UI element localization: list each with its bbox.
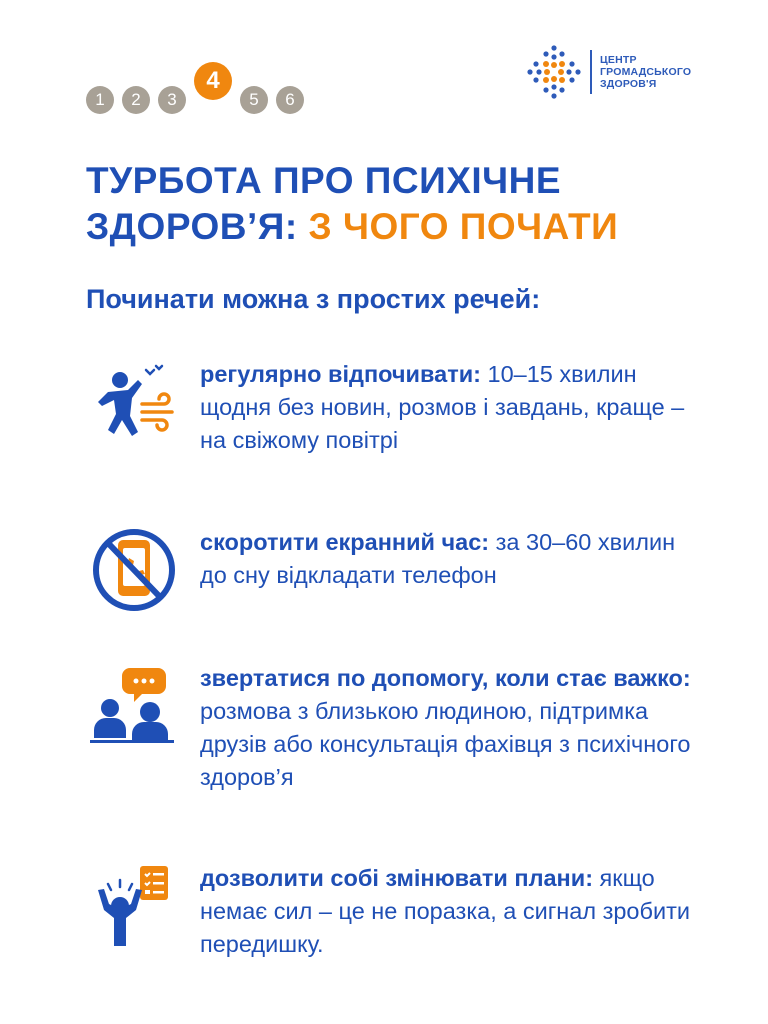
logo-mark-icon [526, 44, 582, 100]
conversation-icon [86, 662, 182, 758]
tip-item-change-plans [86, 862, 706, 961]
page-dot-2: 2 [122, 86, 150, 114]
tip-body: 10–15 хвилин щодня без новин, розмов і завдань, краще – на свіжому повітрі [200, 361, 685, 453]
logo-line-1: ЦЕНТР [600, 54, 637, 66]
logo-line-3: ЗДОРОВ'Я [600, 78, 657, 90]
tip-text [200, 862, 706, 961]
page-title [86, 158, 726, 250]
organization-logo [526, 44, 691, 100]
tip-text [200, 526, 706, 622]
tip-item-ask-help [86, 662, 706, 794]
tip-bold: звертатися по допомогу, коли стає важко: [200, 665, 691, 691]
page-indicator [86, 67, 312, 114]
no-phone-icon [86, 526, 182, 622]
page-dot-3: 3 [158, 86, 186, 114]
page-dot-1: 1 [86, 86, 114, 114]
title-main: ТУРБОТА ПРО ПСИХІЧНЕ ЗДОРОВ’Я: [86, 160, 562, 247]
tip-text [200, 358, 706, 457]
logo-line-2: ГРОМАДСЬКОГО [600, 66, 692, 78]
tip-bold: регулярно відпочивати: [200, 361, 481, 387]
tip-bold: скоротити екранний час: [200, 529, 490, 555]
tip-item-rest [86, 358, 706, 457]
title-accent: З ЧОГО ПОЧАТИ [308, 206, 619, 247]
subtitle: Починати можна з простих речей: [86, 284, 541, 314]
tip-bold: дозволити собі змінювати плани: [200, 865, 594, 891]
logo-text [600, 54, 691, 90]
tip-text [200, 662, 706, 794]
person-relaxing-icon [86, 358, 182, 454]
tip-body: якщо немає сил – це не поразка, а сигнал зробити передишку. [200, 865, 690, 957]
tip-body: розмова з близькою людиною, підтримка друзів або консультація фахівця з психічного здоров’я [200, 698, 691, 790]
page-dot-5: 5 [240, 86, 268, 114]
tip-body: за 30–60 хвилин до сну відкладати телефон [200, 529, 676, 588]
logo-divider [590, 50, 592, 94]
tip-item-screen-time [86, 526, 706, 622]
page-dot-4-active: 4 [194, 62, 232, 100]
page-dot-6: 6 [276, 86, 304, 114]
changing-plans-icon [86, 862, 182, 958]
